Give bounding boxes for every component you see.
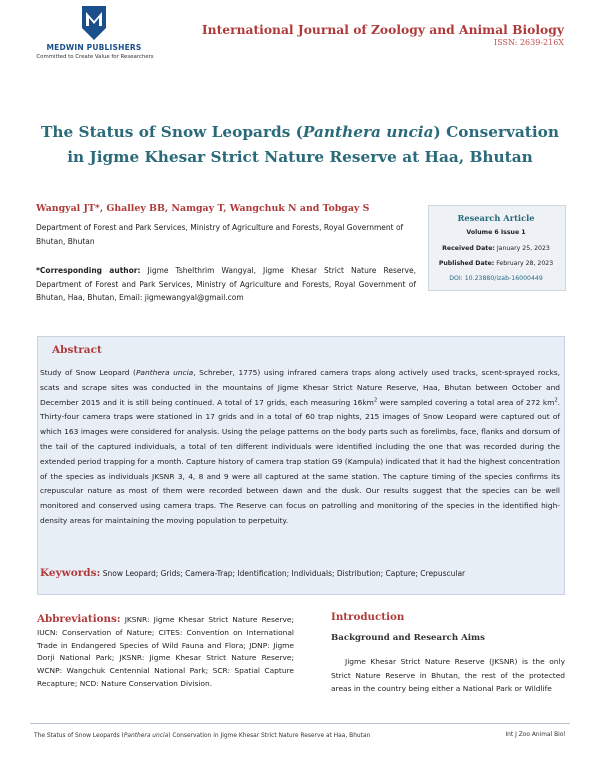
- abbreviations-text: JKSNR: Jigme Khesar Strict Nature Reserve; IUCN: Conservation of Nature; CITES: Convention on International Trade in Endangered Species of Wild Fauna and Flora; JDNP: Jigme Dorji National Park; JKSNR: Jigme Khesar Strict Nature Reserve; WCNP: Wangchuk Centennial National Park; SCR: Spatial Capture Recapture; NCD: Nature Conservation Division.: [37, 615, 294, 688]
- title-part1: The Status of Snow Leopards (: [40, 123, 303, 141]
- publisher-tagline: Committed to Create Value for Researchers: [36, 54, 154, 60]
- affiliation: Department of Forest and Park Services, Ministry of Agriculture and Forests, Royal Government of Bhutan, Bhutan: [36, 223, 404, 246]
- abstract-t1: Study of Snow Leopard (: [40, 368, 136, 377]
- keywords-label: Keywords:: [40, 567, 101, 579]
- corresponding-author: [36, 264, 416, 305]
- footer-journal-abbrev: Int J Zoo Animal Biol: [505, 732, 565, 738]
- received-date: [428, 245, 564, 252]
- abstract-species: Panthera uncia: [135, 368, 194, 377]
- medwin-logo-icon: [80, 4, 108, 40]
- abstract-t3: were sampled covering a total area of 272 km: [377, 397, 555, 407]
- introduction-heading: Introduction: [331, 611, 405, 623]
- corresponding-text: Jigme Tshelthrim Wangyal, Jigme Khesar Strict Nature Reserve, Department of Forest and Park Services, Ministry of Agriculture and Forests, Royal Government of Bhutan, Haa, Bhutan, Email: jigmewangyal@gmail.com: [36, 266, 416, 302]
- introduction-text: Jigme Khesar Strict Nature Reserve (JKSNR) is the only Strict Nature Reserve in Bhutan, the rest of the protected areas in the country being either a National Park or Wildlife: [331, 657, 565, 693]
- footer-running-title: [34, 732, 434, 741]
- keywords-text: Snow Leopard; Grids; Camera-Trap; Identification; Individuals; Distribution; Capture; Crepuscular: [100, 569, 466, 578]
- title-part2: ) Conservation in Jigme Khesar Strict Nature Reserve at Haa, Bhutan: [67, 123, 559, 166]
- published-value: February 28, 2023: [494, 260, 554, 267]
- issn: ISSN: 2639-216X: [494, 38, 564, 47]
- abbreviations-label: Abbreviations:: [37, 613, 121, 625]
- footer-part2: ) Conservation in Jigme Khesar Strict Nature Reserve at Haa, Bhutan: [168, 733, 371, 739]
- footer-part1: The Status of Snow Leopards (: [34, 733, 124, 739]
- footer-species: Panthera uncia: [123, 733, 169, 739]
- volume-issue: Volume 6 Issue 1: [466, 229, 526, 236]
- article-title: [30, 120, 570, 170]
- article-type: Research Article: [457, 213, 535, 223]
- journal-name[interactable]: International Journal of Zoology and Animal Biology: [201, 22, 564, 37]
- abstract-sup2: 2: [554, 397, 558, 404]
- received-value: January 25, 2023: [494, 245, 550, 252]
- published-label: Published Date:: [438, 260, 495, 267]
- authors: Wangyal JT*, Ghalley BB, Namgay T, Wangchuk N and Tobgay S: [36, 203, 370, 214]
- abstract-t4: . Thirty-four camera traps were stationed in 17 grids and in a total of 60 trap nights, 215 images of Snow Leopard were captured out of which 163 images were considered for analysis. Using the pelage patterns on the body parts such as forelimbs, face, flanks and dorsum of the tail of the captured individuals, a total of ten different individuals were identified including the one that was recorded during the extended period trapping for a month. Capture history of camera trap station G9 (Kampula) indicated that it had the highest concentration of the species as individuals JKSNR 3, 4, 8 and 9 were all captured at the same station. The capture timing of the species confirms its crepuscular nature as most of them were recorded between dawn and the dusk. Our results suggest that the species can be well monitored and conserved using camera traps. The Reserve can focus on patrolling and monitoring of the species in the identified high-density areas for maintaining the moving population to perpetuity.: [40, 397, 560, 525]
- title-species: Panthera uncia: [302, 123, 434, 141]
- footer-divider: [30, 723, 570, 724]
- corresponding-label: *Corresponding author:: [36, 266, 141, 275]
- abstract-sup1: 2: [373, 397, 378, 404]
- abstract-heading: Abstract: [52, 344, 102, 356]
- abstract-text: [40, 366, 560, 529]
- abstract-t2: , Schreber, 1775) using infrared camera traps along actively used tracks, scent-sprayed rocks, scats and scrape sites was conducted in the mountains of Jigme Khesar Strict Nature Reserve, Haa, Bhutan between October and December 2015 and it is still being continued. A total of 17 grids, each measuring 16km: [40, 368, 560, 407]
- publisher-name: MEDWIN PUBLISHERS: [46, 43, 142, 52]
- abbreviations: [37, 613, 294, 691]
- published-date: [428, 260, 564, 267]
- background-subheading: Background and Research Aims: [331, 633, 485, 643]
- received-label: Received Date:: [442, 245, 495, 252]
- doi-link[interactable]: DOI: 10.23880/izab-16000449: [449, 275, 543, 282]
- keywords: [40, 567, 560, 579]
